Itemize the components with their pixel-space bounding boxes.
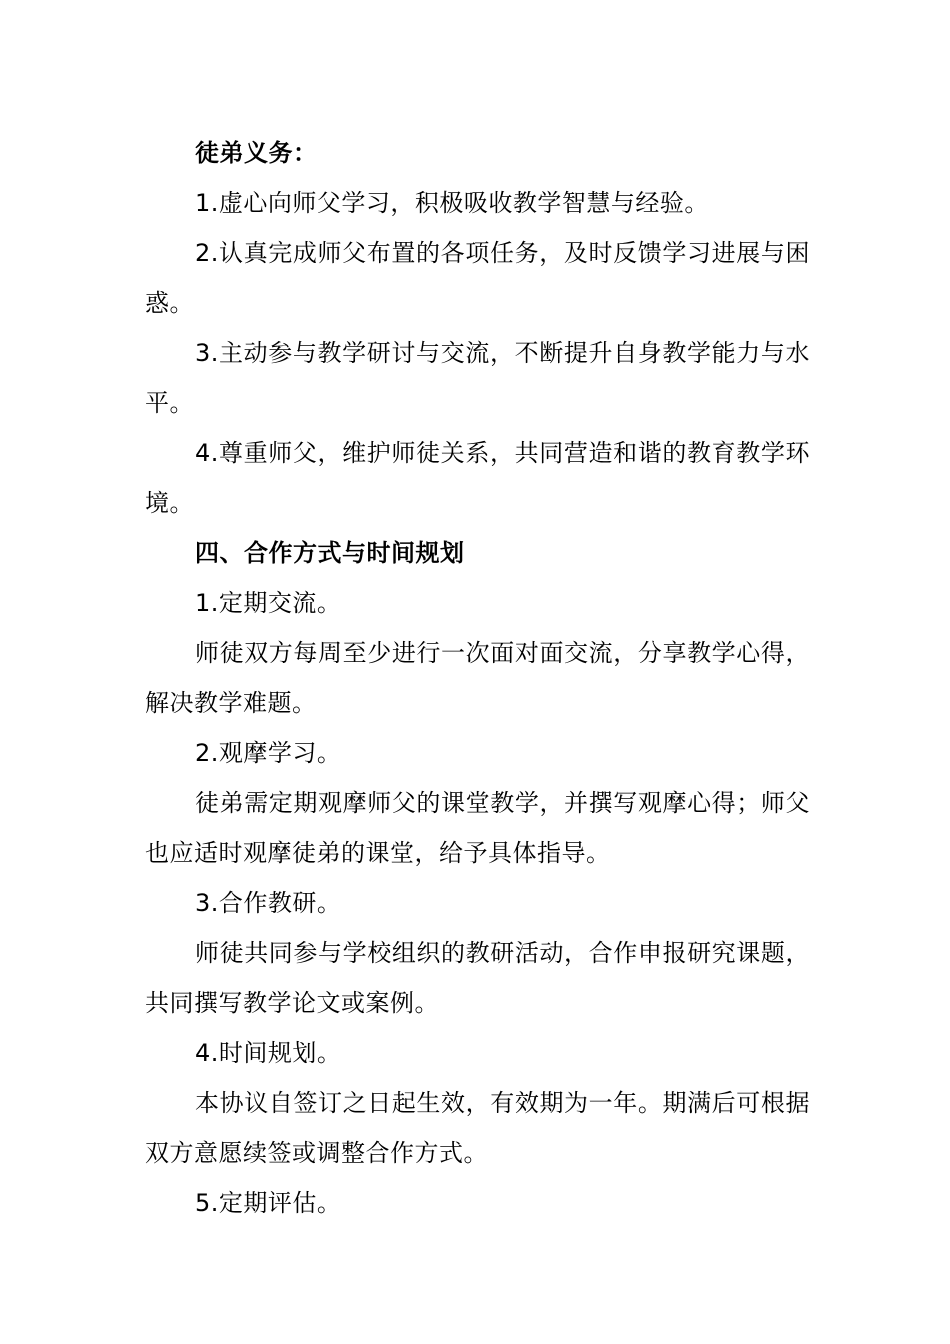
item-heading-regular-exchange: 1.定期交流。 xyxy=(195,589,342,617)
item-heading-regular-evaluation: 5.定期评估。 xyxy=(195,1189,342,1217)
paragraph-duty-2: 2.认真完成师父布置的各项任务，及时反馈学习进展与困惑。 xyxy=(145,239,810,317)
item-heading-time-planning: 4.时间规划。 xyxy=(195,1039,342,1067)
section-heading-cooperation: 四、合作方式与时间规划 xyxy=(195,539,465,567)
item-heading-observation: 2.观摩学习。 xyxy=(195,739,342,767)
paragraph-duty-1: 1.虚心向师父学习，积极吸收教学智慧与经验。 xyxy=(195,189,709,217)
paragraph-regular-exchange: 师徒双方每周至少进行一次面对面交流，分享教学心得，解决教学难题。 xyxy=(145,639,810,717)
item-heading-cooperative-research: 3.合作教研。 xyxy=(195,889,342,917)
section-heading-apprentice-duties: 徒弟义务： xyxy=(195,139,318,167)
document-body xyxy=(145,128,810,1228)
paragraph-duty-3: 3.主动参与教学研讨与交流，不断提升自身教学能力与水平。 xyxy=(145,339,810,417)
paragraph-observation: 徒弟需定期观摩师父的课堂教学，并撰写观摩心得；师父也应适时观摩徒弟的课堂，给予具体指导。 xyxy=(145,789,810,867)
paragraph-duty-4: 4.尊重师父，维护师徒关系，共同营造和谐的教育教学环境。 xyxy=(145,439,810,517)
paragraph-time-planning: 本协议自签订之日起生效，有效期为一年。期满后可根据双方意愿续签或调整合作方式。 xyxy=(145,1089,810,1167)
paragraph-cooperative-research: 师徒共同参与学校组织的教研活动，合作申报研究课题，共同撰写教学论文或案例。 xyxy=(145,939,810,1017)
